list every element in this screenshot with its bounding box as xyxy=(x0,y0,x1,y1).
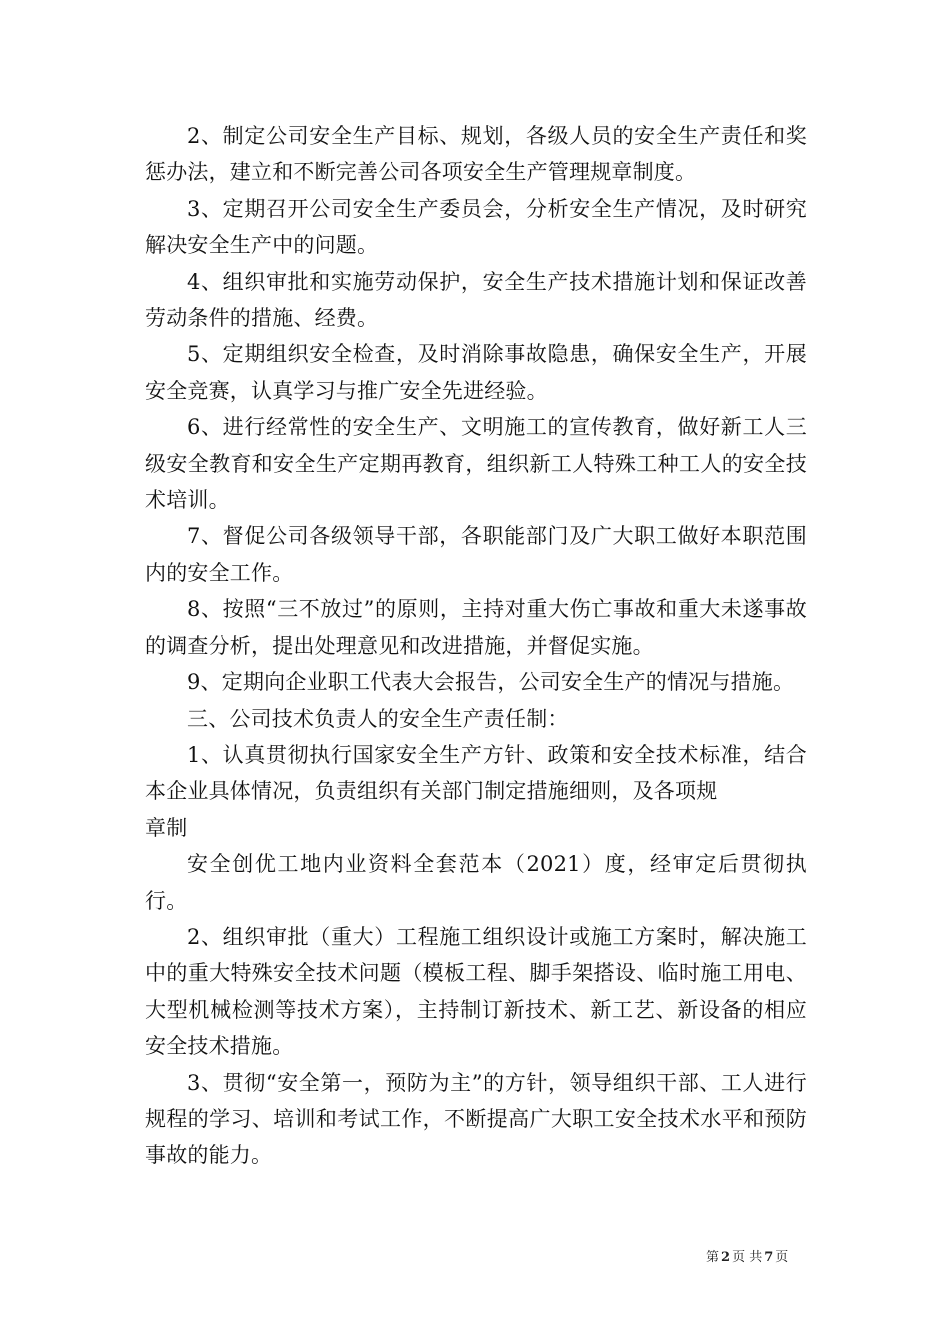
paragraph-item-8: 8、按照“三不放过”的原则，主持对重大伤亡事故和重大未遂事故的调查分析，提出处理意见和改进措施，并督促实施。 xyxy=(145,597,807,658)
page-number-footer xyxy=(706,1249,816,1267)
paragraph-item-2: 2、制定公司安全生产目标、规划，各级人员的安全生产责任和奖惩办法，建立和不断完善公司各项安全生产管理规章制度。 xyxy=(145,124,807,185)
paragraph-item-4: 4、组织审批和实施劳动保护，安全生产技术措施计划和保证改善劳动条件的措施、经费。 xyxy=(145,269,807,331)
page-middle: 页 共 xyxy=(732,1250,763,1265)
paragraph-tech-2: 2、组织审批（重大）工程施工组织设计或施工方案时，解决施工中的重大特殊安全技术问题（模板工程、脚手架搭设、临时施工用电、大型机械检测等技术方案），主持制订新技术、新工艺、新设备的相应安全技术措施。 xyxy=(145,924,807,1059)
paragraph-item-3: 3、定期召开公司安全生产委员会，分析安全生产情况，及时研究解决安全生产中的问题。 xyxy=(145,196,807,258)
paragraph-tech-3: 3、贯彻“安全第一，预防为主”的方针，领导组织干部、工人进行规程的学习、培训和考试工作，不断提高广大职工安全技术水平和预防事故的能力。 xyxy=(145,1070,807,1168)
paragraph-item-5: 5、定期组织安全检查，及时消除事故隐患，确保安全生产，开展安全竞赛，认真学习与推广安全先进经验。 xyxy=(145,342,807,403)
paragraph-inserted-text: 安全创优工地内业资料全套范本（2021）度，经审定后贯彻执行。 xyxy=(145,852,807,913)
paragraph-item-6: 6、进行经常性的安全生产、文明施工的宣传教育，做好新工人三级安全教育和安全生产定期再教育，组织新工人特殊工种工人的安全技术培训。 xyxy=(145,415,807,513)
page-prefix: 第 xyxy=(706,1250,720,1265)
total-pages-number: 7 xyxy=(764,1250,774,1265)
page-suffix: 页 xyxy=(775,1250,789,1265)
document-body xyxy=(145,118,807,1174)
paragraph-tech-1: 1、认真贯彻执行国家安全生产方针、政策和安全技术标准，结合本企业具体情况，负责组织有关部门制定措施细则，及各项规 xyxy=(145,742,807,804)
section-heading: 三、公司技术负责人的安全生产责任制： xyxy=(187,706,569,731)
paragraph-item-7: 7、督促公司各级领导干部，各职能部门及广大职工做好本职范围内的安全工作。 xyxy=(145,524,807,585)
paragraph-item-9: 9、定期向企业职工代表大会报告，公司安全生产的情况与措施。 xyxy=(187,670,795,695)
current-page-number: 2 xyxy=(721,1250,731,1265)
paragraph-tech-1-continued: 章制 xyxy=(145,815,188,840)
